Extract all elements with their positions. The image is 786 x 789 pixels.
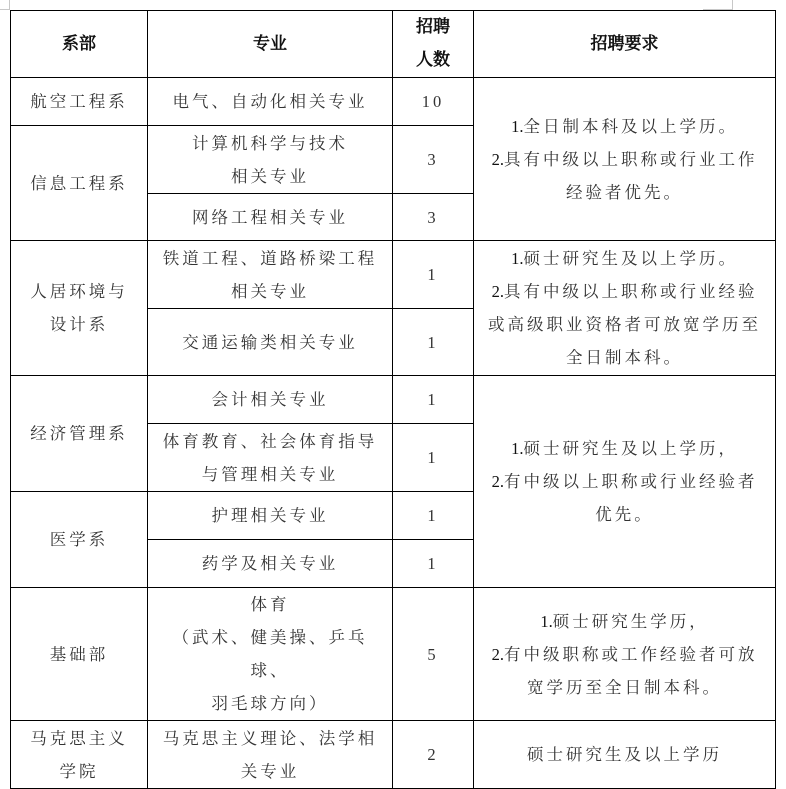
requirement-line: 或高级职业资格者可放宽学历至 [488,315,761,334]
table-row [11,78,776,126]
table-row [11,721,776,789]
department-cell: 医学系 [11,492,148,588]
requirement-line: 硕士研究生及以上学历 [527,745,722,764]
table-row [11,376,776,424]
requirement-line: 宽学历至全日制本科。 [527,677,722,697]
major-cell: 会计相关专业 [148,376,393,424]
requirement-line: 2.有中级职称或工作经验者可放 [491,644,758,664]
requirement-line: 全日制本科。 [566,348,683,367]
count-cell: 1 [393,309,474,376]
department-cell: 经济管理系 [11,376,148,492]
header-row [11,11,776,78]
requirement-line: 1.硕士研究生及以上学历。 [511,249,738,268]
requirement-line: 1.全日制本科及以上学历。 [511,116,738,136]
department-cell: 基础部 [11,588,148,721]
major-cell: 护理相关专业 [148,492,393,540]
count-cell: 1 [393,492,474,540]
header-count [393,11,474,78]
count-cell: 2 [393,721,474,789]
requirement-line: 2.具有中级以上职称或行业工作 [491,149,758,169]
department-cell: 人居环境与 设计系 [11,241,148,376]
count-cell: 1 [393,540,474,588]
crop-mark-top-left-v [9,0,10,10]
header-requirements: 招聘要求 [474,11,776,78]
requirement-line: 2.具有中级以上职称或行业经验 [491,282,758,301]
major-cell: 计算机科学与技术 相关专业 [148,126,393,194]
major-cell: 体育教育、社会体育指导 与管理相关专业 [148,424,393,492]
major-cell: 交通运输类相关专业 [148,309,393,376]
requirement-line: 经验者优先。 [566,182,683,202]
count-cell: 1 [393,376,474,424]
major-cell: 网络工程相关专业 [148,194,393,241]
header-major: 专业 [148,11,393,78]
count-cell: 5 [393,588,474,721]
count-cell: 1 [393,241,474,309]
recruitment-table [10,10,776,789]
header-department: 系部 [11,11,148,78]
major-cell: 马克思主义理论、法学相 关专业 [148,721,393,789]
department-cell: 航空工程系 [11,78,148,126]
requirements-cell [474,721,776,789]
department-cell: 马克思主义 学院 [11,721,148,789]
count-cell: 1 [393,424,474,492]
major-cell: 体育 （武术、健美操、乒乓球、 羽毛球方向） [148,588,393,721]
requirement-line: 1.硕士研究生学历， [540,611,709,631]
department-cell: 信息工程系 [11,126,148,241]
requirements-cell [474,241,776,376]
requirement-line: 1.硕士研究生及以上学历， [511,439,738,458]
major-cell: 铁道工程、道路桥梁工程 相关专业 [148,241,393,309]
count-cell: 10 [393,78,474,126]
header-count-line1: 招聘 [416,17,450,37]
requirements-cell [474,78,776,241]
count-cell: 3 [393,194,474,241]
major-cell: 药学及相关专业 [148,540,393,588]
major-cell: 电气、自动化相关专业 [148,78,393,126]
requirement-line: 优先。 [595,505,654,524]
header-count-line2: 人数 [416,50,450,70]
crop-mark-top-right-v [732,0,733,10]
requirement-line: 2.有中级以上职称或行业经验者 [491,472,758,491]
table-row [11,241,776,309]
requirements-cell [474,376,776,588]
count-cell: 3 [393,126,474,194]
requirements-cell [474,588,776,721]
table-row [11,588,776,721]
